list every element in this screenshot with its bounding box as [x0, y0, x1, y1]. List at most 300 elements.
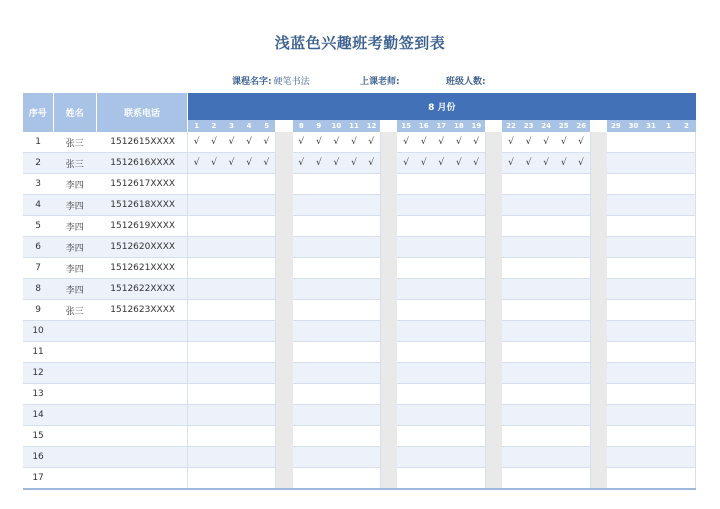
attendance-cell[interactable]: [677, 216, 695, 237]
attendance-cell[interactable]: [345, 174, 363, 195]
attendance-cell[interactable]: [660, 195, 678, 216]
attendance-cell[interactable]: [345, 300, 363, 321]
attendance-cell[interactable]: [520, 216, 538, 237]
attendance-cell[interactable]: [573, 321, 591, 342]
attendance-cell[interactable]: [677, 237, 695, 258]
attendance-cell[interactable]: [310, 363, 328, 384]
attendance-cell[interactable]: [328, 258, 346, 279]
attendance-cell[interactable]: [397, 426, 415, 447]
attendance-cell[interactable]: [450, 195, 468, 216]
attendance-cell[interactable]: [433, 237, 451, 258]
attendance-cell[interactable]: [188, 342, 206, 363]
attendance-cell[interactable]: [415, 174, 433, 195]
attendance-cell[interactable]: [240, 468, 258, 490]
attendance-cell[interactable]: [188, 300, 206, 321]
row-name[interactable]: [53, 468, 96, 490]
attendance-cell[interactable]: [188, 468, 206, 490]
attendance-cell[interactable]: [415, 342, 433, 363]
attendance-cell[interactable]: [310, 237, 328, 258]
attendance-cell[interactable]: [677, 300, 695, 321]
attendance-cell[interactable]: [573, 258, 591, 279]
attendance-cell[interactable]: [415, 300, 433, 321]
attendance-cell[interactable]: [502, 258, 520, 279]
attendance-cell[interactable]: [223, 258, 241, 279]
attendance-cell[interactable]: [205, 342, 223, 363]
attendance-cell[interactable]: [537, 258, 555, 279]
attendance-cell[interactable]: [258, 216, 276, 237]
attendance-cell[interactable]: [537, 237, 555, 258]
attendance-cell[interactable]: [502, 447, 520, 468]
attendance-cell[interactable]: [345, 279, 363, 300]
attendance-cell[interactable]: [520, 363, 538, 384]
attendance-cell[interactable]: [240, 195, 258, 216]
attendance-cell[interactable]: [573, 447, 591, 468]
attendance-cell[interactable]: [363, 447, 381, 468]
attendance-cell[interactable]: √: [205, 132, 223, 153]
row-name[interactable]: [53, 363, 96, 384]
attendance-cell[interactable]: √: [293, 153, 311, 174]
attendance-cell[interactable]: √: [345, 153, 363, 174]
row-phone[interactable]: 1512619XXXX: [96, 216, 187, 237]
attendance-cell[interactable]: [345, 258, 363, 279]
attendance-cell[interactable]: √: [520, 132, 538, 153]
attendance-cell[interactable]: [310, 258, 328, 279]
attendance-cell[interactable]: [328, 174, 346, 195]
attendance-cell[interactable]: [205, 279, 223, 300]
attendance-cell[interactable]: [293, 426, 311, 447]
attendance-cell[interactable]: [660, 132, 678, 153]
attendance-cell[interactable]: [502, 384, 520, 405]
row-name[interactable]: [53, 426, 96, 447]
row-name[interactable]: 李四: [53, 174, 96, 195]
row-phone[interactable]: 1512620XXXX: [96, 237, 187, 258]
attendance-cell[interactable]: [188, 174, 206, 195]
attendance-cell[interactable]: [205, 405, 223, 426]
attendance-cell[interactable]: [345, 342, 363, 363]
attendance-cell[interactable]: [363, 216, 381, 237]
attendance-cell[interactable]: [660, 300, 678, 321]
attendance-cell[interactable]: [433, 216, 451, 237]
attendance-cell[interactable]: [328, 468, 346, 490]
attendance-cell[interactable]: [415, 258, 433, 279]
attendance-cell[interactable]: [537, 384, 555, 405]
attendance-cell[interactable]: [642, 132, 660, 153]
attendance-cell[interactable]: [573, 363, 591, 384]
attendance-cell[interactable]: [310, 405, 328, 426]
attendance-cell[interactable]: [642, 321, 660, 342]
attendance-cell[interactable]: [555, 321, 573, 342]
attendance-cell[interactable]: [537, 174, 555, 195]
attendance-cell[interactable]: [607, 468, 625, 490]
attendance-cell[interactable]: [502, 405, 520, 426]
attendance-cell[interactable]: √: [450, 153, 468, 174]
attendance-cell[interactable]: [607, 237, 625, 258]
attendance-cell[interactable]: [677, 363, 695, 384]
attendance-cell[interactable]: [555, 174, 573, 195]
attendance-cell[interactable]: √: [363, 132, 381, 153]
attendance-cell[interactable]: √: [468, 153, 486, 174]
attendance-cell[interactable]: [607, 447, 625, 468]
attendance-cell[interactable]: [223, 342, 241, 363]
attendance-cell[interactable]: [310, 447, 328, 468]
attendance-cell[interactable]: [293, 300, 311, 321]
attendance-cell[interactable]: √: [223, 132, 241, 153]
attendance-cell[interactable]: [433, 300, 451, 321]
attendance-cell[interactable]: [677, 258, 695, 279]
attendance-cell[interactable]: [328, 279, 346, 300]
attendance-cell[interactable]: [450, 300, 468, 321]
attendance-cell[interactable]: [240, 258, 258, 279]
attendance-cell[interactable]: [625, 426, 643, 447]
attendance-cell[interactable]: [573, 174, 591, 195]
attendance-cell[interactable]: [293, 384, 311, 405]
attendance-cell[interactable]: [607, 153, 625, 174]
attendance-cell[interactable]: [468, 384, 486, 405]
attendance-cell[interactable]: [433, 447, 451, 468]
attendance-cell[interactable]: [642, 405, 660, 426]
attendance-cell[interactable]: √: [502, 153, 520, 174]
attendance-cell[interactable]: [677, 447, 695, 468]
attendance-cell[interactable]: [468, 321, 486, 342]
attendance-cell[interactable]: √: [345, 132, 363, 153]
attendance-cell[interactable]: [660, 342, 678, 363]
row-name[interactable]: 李四: [53, 195, 96, 216]
attendance-cell[interactable]: [310, 216, 328, 237]
attendance-cell[interactable]: [258, 237, 276, 258]
attendance-cell[interactable]: [293, 216, 311, 237]
attendance-cell[interactable]: [573, 237, 591, 258]
attendance-cell[interactable]: [223, 237, 241, 258]
attendance-cell[interactable]: [502, 342, 520, 363]
row-name[interactable]: [53, 447, 96, 468]
attendance-cell[interactable]: [625, 300, 643, 321]
attendance-cell[interactable]: [310, 195, 328, 216]
attendance-cell[interactable]: [502, 321, 520, 342]
attendance-cell[interactable]: [223, 279, 241, 300]
attendance-cell[interactable]: [520, 384, 538, 405]
attendance-cell[interactable]: [363, 258, 381, 279]
attendance-cell[interactable]: [397, 195, 415, 216]
attendance-cell[interactable]: [555, 447, 573, 468]
attendance-cell[interactable]: [468, 342, 486, 363]
row-phone[interactable]: 1512623XXXX: [96, 300, 187, 321]
attendance-cell[interactable]: [188, 216, 206, 237]
attendance-cell[interactable]: [258, 468, 276, 490]
attendance-cell[interactable]: [677, 279, 695, 300]
attendance-cell[interactable]: [205, 384, 223, 405]
attendance-cell[interactable]: [625, 153, 643, 174]
attendance-cell[interactable]: [502, 279, 520, 300]
attendance-cell[interactable]: √: [537, 132, 555, 153]
attendance-cell[interactable]: [188, 405, 206, 426]
attendance-cell[interactable]: [310, 342, 328, 363]
attendance-cell[interactable]: √: [415, 153, 433, 174]
attendance-cell[interactable]: [607, 405, 625, 426]
attendance-cell[interactable]: [642, 363, 660, 384]
attendance-cell[interactable]: [205, 237, 223, 258]
attendance-cell[interactable]: [433, 195, 451, 216]
attendance-cell[interactable]: [293, 321, 311, 342]
attendance-cell[interactable]: [520, 342, 538, 363]
attendance-cell[interactable]: [205, 216, 223, 237]
attendance-cell[interactable]: [223, 384, 241, 405]
attendance-cell[interactable]: [240, 447, 258, 468]
attendance-cell[interactable]: [625, 258, 643, 279]
attendance-cell[interactable]: √: [415, 132, 433, 153]
attendance-cell[interactable]: [328, 342, 346, 363]
attendance-cell[interactable]: [660, 258, 678, 279]
attendance-cell[interactable]: [433, 342, 451, 363]
attendance-cell[interactable]: [415, 426, 433, 447]
row-name[interactable]: 张三: [53, 132, 96, 153]
attendance-cell[interactable]: √: [537, 153, 555, 174]
attendance-cell[interactable]: [555, 363, 573, 384]
attendance-cell[interactable]: [397, 468, 415, 490]
attendance-cell[interactable]: [258, 447, 276, 468]
attendance-cell[interactable]: [345, 237, 363, 258]
attendance-cell[interactable]: √: [397, 132, 415, 153]
attendance-cell[interactable]: [450, 405, 468, 426]
attendance-cell[interactable]: √: [363, 153, 381, 174]
attendance-cell[interactable]: [502, 174, 520, 195]
attendance-cell[interactable]: [240, 279, 258, 300]
attendance-cell[interactable]: [310, 426, 328, 447]
attendance-cell[interactable]: [450, 447, 468, 468]
attendance-cell[interactable]: [642, 279, 660, 300]
row-phone[interactable]: 1512621XXXX: [96, 258, 187, 279]
row-phone[interactable]: 1512616XXXX: [96, 153, 187, 174]
attendance-cell[interactable]: [397, 216, 415, 237]
attendance-cell[interactable]: [223, 363, 241, 384]
attendance-cell[interactable]: [345, 321, 363, 342]
attendance-cell[interactable]: [660, 153, 678, 174]
attendance-cell[interactable]: √: [520, 153, 538, 174]
attendance-cell[interactable]: [310, 321, 328, 342]
attendance-cell[interactable]: [677, 384, 695, 405]
attendance-cell[interactable]: [660, 468, 678, 490]
attendance-cell[interactable]: [625, 405, 643, 426]
attendance-cell[interactable]: [677, 468, 695, 490]
attendance-cell[interactable]: [537, 468, 555, 490]
attendance-cell[interactable]: [537, 195, 555, 216]
attendance-cell[interactable]: [293, 258, 311, 279]
attendance-cell[interactable]: [555, 405, 573, 426]
row-phone[interactable]: [96, 426, 187, 447]
attendance-cell[interactable]: [555, 237, 573, 258]
attendance-cell[interactable]: [468, 237, 486, 258]
attendance-cell[interactable]: [502, 363, 520, 384]
attendance-cell[interactable]: √: [205, 153, 223, 174]
attendance-cell[interactable]: [240, 426, 258, 447]
attendance-cell[interactable]: [415, 216, 433, 237]
attendance-cell[interactable]: [660, 216, 678, 237]
attendance-cell[interactable]: [642, 258, 660, 279]
attendance-cell[interactable]: [345, 195, 363, 216]
attendance-cell[interactable]: [205, 426, 223, 447]
attendance-cell[interactable]: [607, 300, 625, 321]
attendance-cell[interactable]: [537, 447, 555, 468]
attendance-cell[interactable]: [433, 279, 451, 300]
attendance-cell[interactable]: [240, 405, 258, 426]
attendance-cell[interactable]: [450, 258, 468, 279]
attendance-cell[interactable]: √: [555, 153, 573, 174]
attendance-cell[interactable]: [328, 363, 346, 384]
attendance-cell[interactable]: [293, 279, 311, 300]
attendance-cell[interactable]: [450, 363, 468, 384]
attendance-cell[interactable]: [642, 447, 660, 468]
attendance-cell[interactable]: [415, 321, 433, 342]
attendance-cell[interactable]: [502, 300, 520, 321]
attendance-cell[interactable]: [520, 258, 538, 279]
attendance-cell[interactable]: [468, 447, 486, 468]
attendance-cell[interactable]: [625, 237, 643, 258]
attendance-cell[interactable]: [450, 279, 468, 300]
attendance-cell[interactable]: [397, 237, 415, 258]
attendance-cell[interactable]: [328, 195, 346, 216]
row-phone[interactable]: 1512615XXXX: [96, 132, 187, 153]
attendance-cell[interactable]: [205, 300, 223, 321]
attendance-cell[interactable]: [642, 342, 660, 363]
row-name[interactable]: 李四: [53, 237, 96, 258]
attendance-cell[interactable]: [258, 405, 276, 426]
attendance-cell[interactable]: [468, 300, 486, 321]
attendance-cell[interactable]: [363, 468, 381, 490]
attendance-cell[interactable]: [223, 447, 241, 468]
attendance-cell[interactable]: [397, 321, 415, 342]
attendance-cell[interactable]: [223, 426, 241, 447]
attendance-cell[interactable]: [188, 384, 206, 405]
attendance-cell[interactable]: [328, 405, 346, 426]
attendance-cell[interactable]: [397, 279, 415, 300]
row-phone[interactable]: [96, 342, 187, 363]
attendance-cell[interactable]: [363, 174, 381, 195]
attendance-cell[interactable]: [555, 342, 573, 363]
attendance-cell[interactable]: [677, 153, 695, 174]
attendance-cell[interactable]: [188, 363, 206, 384]
attendance-cell[interactable]: [520, 426, 538, 447]
attendance-cell[interactable]: [363, 321, 381, 342]
attendance-cell[interactable]: [677, 342, 695, 363]
attendance-cell[interactable]: [573, 300, 591, 321]
attendance-cell[interactable]: [642, 237, 660, 258]
attendance-cell[interactable]: [258, 174, 276, 195]
attendance-cell[interactable]: [293, 447, 311, 468]
attendance-cell[interactable]: [397, 342, 415, 363]
attendance-cell[interactable]: [223, 300, 241, 321]
attendance-cell[interactable]: [677, 132, 695, 153]
attendance-cell[interactable]: [502, 237, 520, 258]
attendance-cell[interactable]: [258, 426, 276, 447]
attendance-cell[interactable]: √: [188, 132, 206, 153]
attendance-cell[interactable]: [573, 384, 591, 405]
attendance-cell[interactable]: [625, 447, 643, 468]
attendance-cell[interactable]: [677, 174, 695, 195]
attendance-cell[interactable]: [468, 468, 486, 490]
attendance-cell[interactable]: √: [397, 153, 415, 174]
attendance-cell[interactable]: [310, 279, 328, 300]
attendance-cell[interactable]: [660, 321, 678, 342]
attendance-cell[interactable]: [293, 174, 311, 195]
attendance-cell[interactable]: [555, 468, 573, 490]
attendance-cell[interactable]: [607, 384, 625, 405]
attendance-cell[interactable]: [642, 426, 660, 447]
attendance-cell[interactable]: [345, 384, 363, 405]
attendance-cell[interactable]: [450, 216, 468, 237]
attendance-cell[interactable]: [433, 174, 451, 195]
attendance-cell[interactable]: [205, 321, 223, 342]
attendance-cell[interactable]: [433, 384, 451, 405]
attendance-cell[interactable]: [537, 426, 555, 447]
attendance-cell[interactable]: [293, 237, 311, 258]
attendance-cell[interactable]: [660, 174, 678, 195]
attendance-cell[interactable]: √: [310, 153, 328, 174]
attendance-cell[interactable]: [345, 216, 363, 237]
attendance-cell[interactable]: [450, 174, 468, 195]
attendance-cell[interactable]: [450, 237, 468, 258]
attendance-cell[interactable]: [468, 363, 486, 384]
attendance-cell[interactable]: [607, 363, 625, 384]
attendance-cell[interactable]: [642, 468, 660, 490]
attendance-cell[interactable]: [625, 363, 643, 384]
attendance-cell[interactable]: [397, 300, 415, 321]
attendance-cell[interactable]: [433, 363, 451, 384]
attendance-cell[interactable]: [573, 195, 591, 216]
attendance-cell[interactable]: [520, 174, 538, 195]
attendance-cell[interactable]: [537, 300, 555, 321]
attendance-cell[interactable]: [363, 405, 381, 426]
attendance-cell[interactable]: [188, 258, 206, 279]
attendance-cell[interactable]: [328, 216, 346, 237]
attendance-cell[interactable]: [573, 405, 591, 426]
attendance-cell[interactable]: [555, 258, 573, 279]
attendance-cell[interactable]: [677, 321, 695, 342]
attendance-cell[interactable]: [625, 132, 643, 153]
attendance-cell[interactable]: [450, 426, 468, 447]
attendance-cell[interactable]: [677, 405, 695, 426]
attendance-cell[interactable]: [537, 405, 555, 426]
attendance-cell[interactable]: [660, 447, 678, 468]
attendance-cell[interactable]: [642, 384, 660, 405]
attendance-cell[interactable]: [223, 174, 241, 195]
attendance-cell[interactable]: √: [433, 153, 451, 174]
attendance-cell[interactable]: [293, 342, 311, 363]
attendance-cell[interactable]: [468, 426, 486, 447]
row-name[interactable]: 李四: [53, 258, 96, 279]
attendance-cell[interactable]: [240, 237, 258, 258]
attendance-cell[interactable]: [433, 321, 451, 342]
attendance-cell[interactable]: [555, 384, 573, 405]
attendance-cell[interactable]: [240, 174, 258, 195]
row-name[interactable]: [53, 321, 96, 342]
attendance-cell[interactable]: √: [450, 132, 468, 153]
attendance-cell[interactable]: [607, 321, 625, 342]
attendance-cell[interactable]: [520, 405, 538, 426]
attendance-cell[interactable]: [468, 405, 486, 426]
attendance-cell[interactable]: [450, 384, 468, 405]
attendance-cell[interactable]: √: [293, 132, 311, 153]
attendance-cell[interactable]: [415, 363, 433, 384]
attendance-cell[interactable]: [415, 237, 433, 258]
attendance-cell[interactable]: [258, 384, 276, 405]
attendance-cell[interactable]: [537, 216, 555, 237]
attendance-cell[interactable]: [363, 237, 381, 258]
attendance-cell[interactable]: [573, 468, 591, 490]
attendance-cell[interactable]: [363, 363, 381, 384]
attendance-cell[interactable]: [328, 447, 346, 468]
attendance-cell[interactable]: [258, 279, 276, 300]
attendance-cell[interactable]: [502, 195, 520, 216]
attendance-cell[interactable]: [468, 216, 486, 237]
